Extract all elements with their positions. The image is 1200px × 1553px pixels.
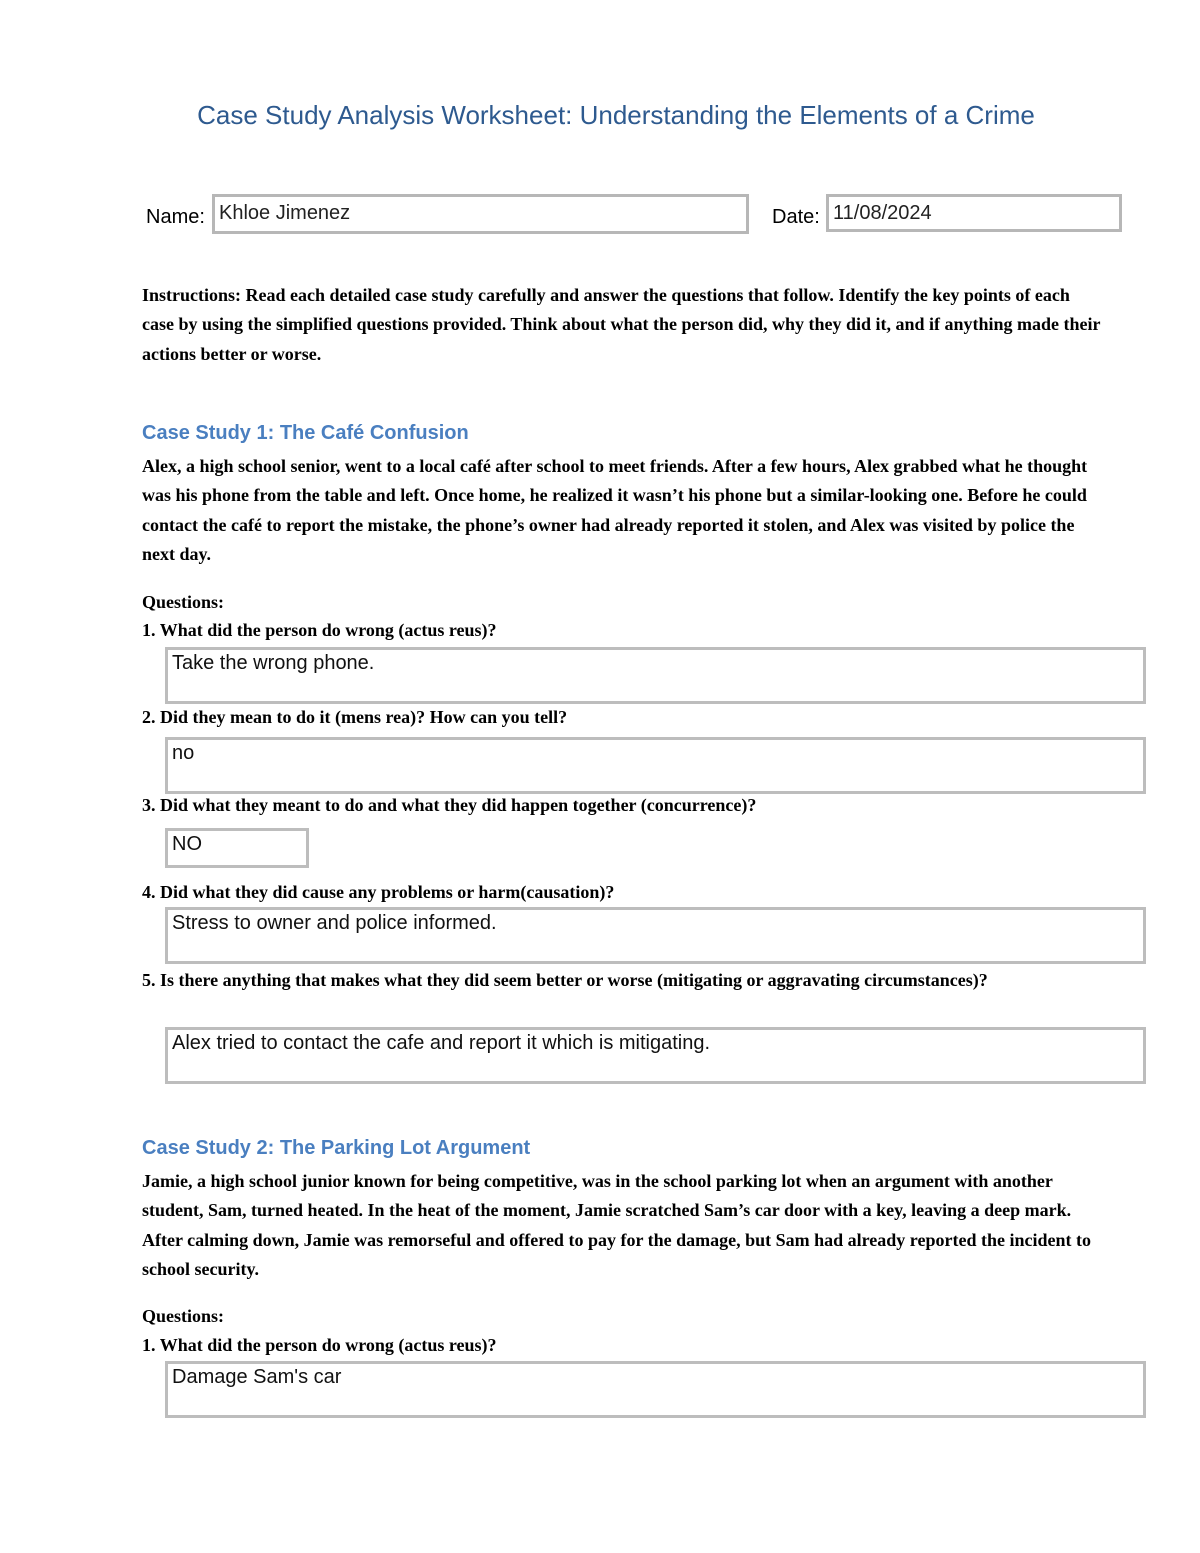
instructions-text: Instructions: Read each detailed case study carefully and answer the questions that follow. Identify the key points of each case by using the simplified questions provided. Think about what the person did, why they did it, and if anything made their actions better or worse. <box>142 285 1101 364</box>
case1-question-1 <box>142 620 497 641</box>
question-number: 5. <box>142 970 156 990</box>
case2-heading: Case Study 2: The Parking Lot Argument <box>142 1137 531 1159</box>
question-number: 4. <box>142 882 156 902</box>
date-field[interactable]: 11/08/2024 <box>826 194 1122 232</box>
case2-questions-label: Questions: <box>142 1306 225 1326</box>
question-text: Is there anything that makes what they did seem better or worse (mitigating or aggravating circumstances)? <box>160 970 988 990</box>
case2-answer-1[interactable]: Damage Sam's car <box>165 1361 1146 1418</box>
case1-question-4 <box>142 882 614 903</box>
question-text: Did they mean to do it (mens rea)? How can you tell? <box>160 707 568 727</box>
question-number: 2. <box>142 707 156 727</box>
case1-question-2 <box>142 707 567 728</box>
question-number: 3. <box>142 795 156 815</box>
case1-answer-5[interactable]: Alex tried to contact the cafe and report it which is mitigating. <box>165 1027 1146 1084</box>
case1-answer-3[interactable]: NO <box>165 828 309 868</box>
question-text: What did the person do wrong (actus reus)? <box>159 1335 497 1355</box>
case1-text: Alex, a high school senior, went to a local café after school to meet friends. After a few hours, Alex grabbed what he thought was his phone from the table and left. Once home, he realized it wasn’t his phone but a similar-looking one. Before he could contact the café to report the mistake, the phone’s owner had already reported it stolen, and Alex was visited by police the next day. <box>142 456 1088 564</box>
case1-questions-label: Questions: <box>142 592 225 612</box>
case1-answer-4[interactable]: Stress to owner and police informed. <box>165 907 1146 964</box>
date-label: Date: <box>772 206 820 228</box>
case1-question-3 <box>142 795 756 816</box>
question-text: What did the person do wrong (actus reus)? <box>159 620 497 640</box>
case2-question-1 <box>142 1335 497 1356</box>
case1-question-5 <box>142 966 1042 995</box>
page-title: Case Study Analysis Worksheet: Understanding the Elements of a Crime <box>197 100 1035 130</box>
question-number: 1. <box>142 1335 156 1355</box>
case2-text: Jamie, a high school junior known for being competitive, was in the school parking lot when an argument with another student, Sam, turned heated. In the heat of the moment, Jamie scratched Sam’s car door with a key, leaving a deep mark. After calming down, Jamie was remorseful and offered to pay for the damage, but Sam had already reported the incident to school security. <box>142 1171 1091 1279</box>
question-number: 1. <box>142 620 156 640</box>
name-label: Name: <box>146 206 205 228</box>
name-field[interactable]: Khloe Jimenez <box>212 194 749 234</box>
case1-answer-2[interactable]: no <box>165 737 1146 794</box>
case1-answer-1[interactable]: Take the wrong phone. <box>165 647 1146 704</box>
case1-heading: Case Study 1: The Café Confusion <box>142 422 469 444</box>
question-text: Did what they did cause any problems or harm(causation)? <box>160 882 615 902</box>
question-text: Did what they meant to do and what they did happen together (concurrence)? <box>160 795 757 815</box>
